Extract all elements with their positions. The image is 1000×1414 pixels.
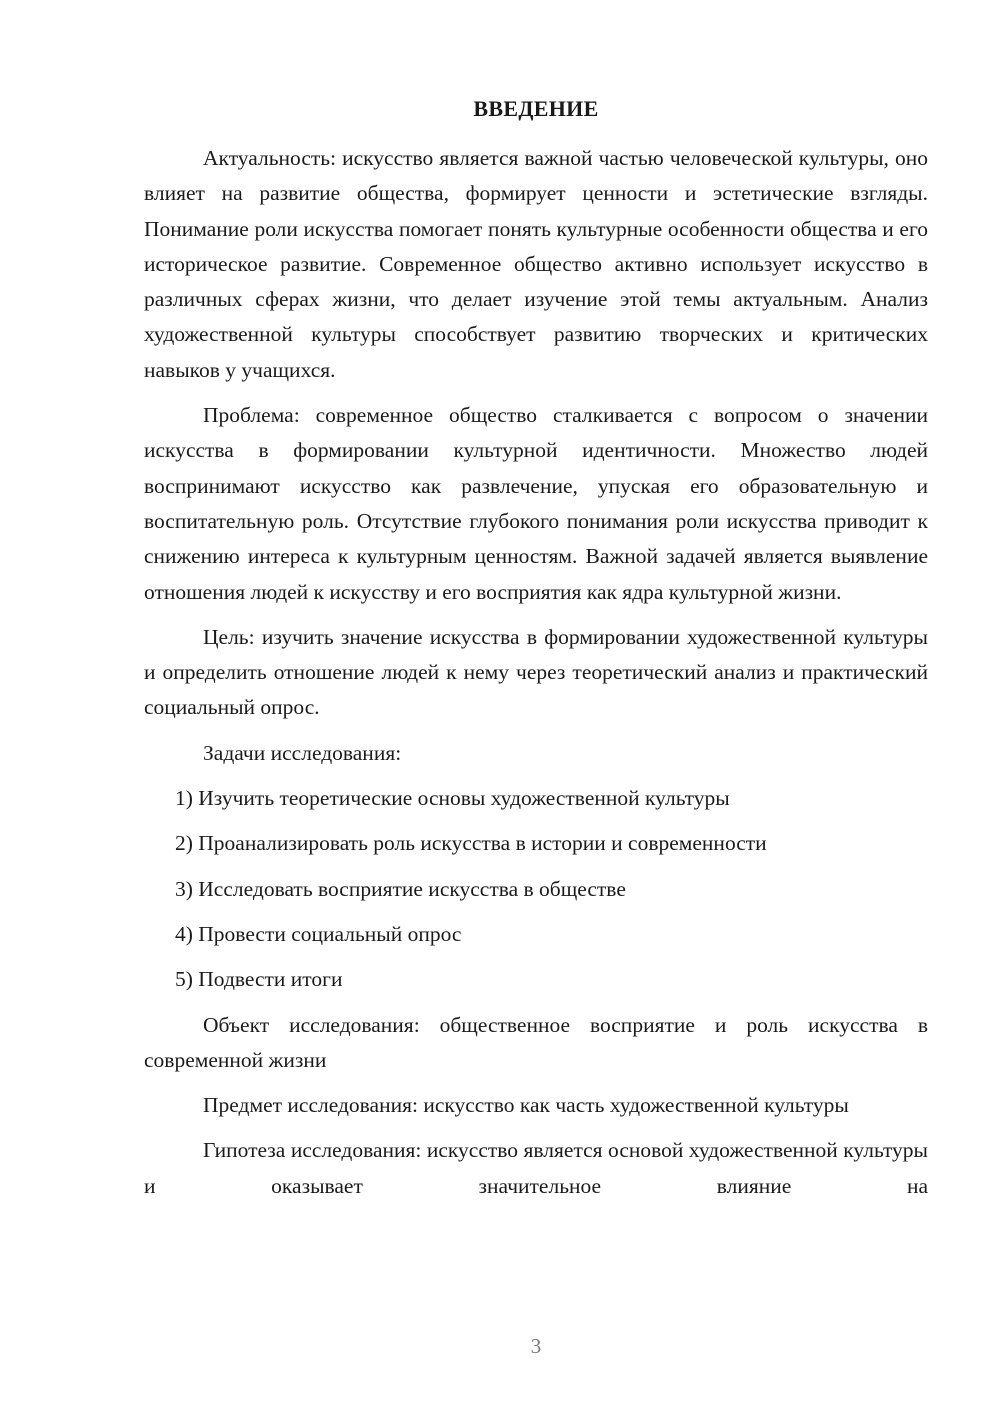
hypothesis-paragraph: Гипотеза исследования: искусство является основой художественной культуры и оказывает значительное влияние на [144,1138,928,1198]
goal-paragraph: Цель: изучить значение искусства в формировании художественной культуры и определить отношение людей к нему через теоретический анализ и практический социальный опрос. [144,624,928,720]
task-item: 2) Проанализировать роль искусства в истории и современности [175,831,767,856]
page-title: ВВЕДЕНИЕ [473,96,599,121]
object-paragraph: Объект исследования: общественное восприятие и роль искусства в современной жизни [144,1012,928,1072]
subject-paragraph: Предмет исследования: искусство как часть художественной культуры [203,1093,849,1118]
page-body [144,141,928,1214]
task-item: 5) Подвести итоги [175,967,343,992]
page-number: 3 [530,1334,542,1358]
tasks-heading: Задачи исследования: [203,740,402,765]
relevance-paragraph: Актуальность: искусство является важной частью человеческой культуры, оно влияет на развитие общества, формирует ценности и эстетические взгляды. Понимание роли искусства помогает понять культурные особенности общества и его историческое развитие. Современное общество активно использует искусство в различных сферах жизни, что делает изучение этой темы актуальным. Анализ художественной культуры способствует развитию творческих и критических навыков у учащихся. [144,146,928,382]
task-item: 3) Исследовать восприятие искусства в обществе [175,876,626,901]
task-item: 1) Изучить теоретические основы художественной культуры [175,786,730,811]
task-item: 4) Провести социальный опрос [175,921,462,946]
problem-paragraph: Проблема: современное общество сталкивается с вопросом о значении искусства в формировании культурной идентичности. Множество людей воспринимают искусство как развлечение, упуская его образовательную и воспитательную роль. Отсутствие глубокого понимания роли искусства приводит к снижению интереса к культурным ценностям. Важной задачей является выявление отношения людей к искусству и его восприятия как ядра культурной жизни. [144,403,928,604]
